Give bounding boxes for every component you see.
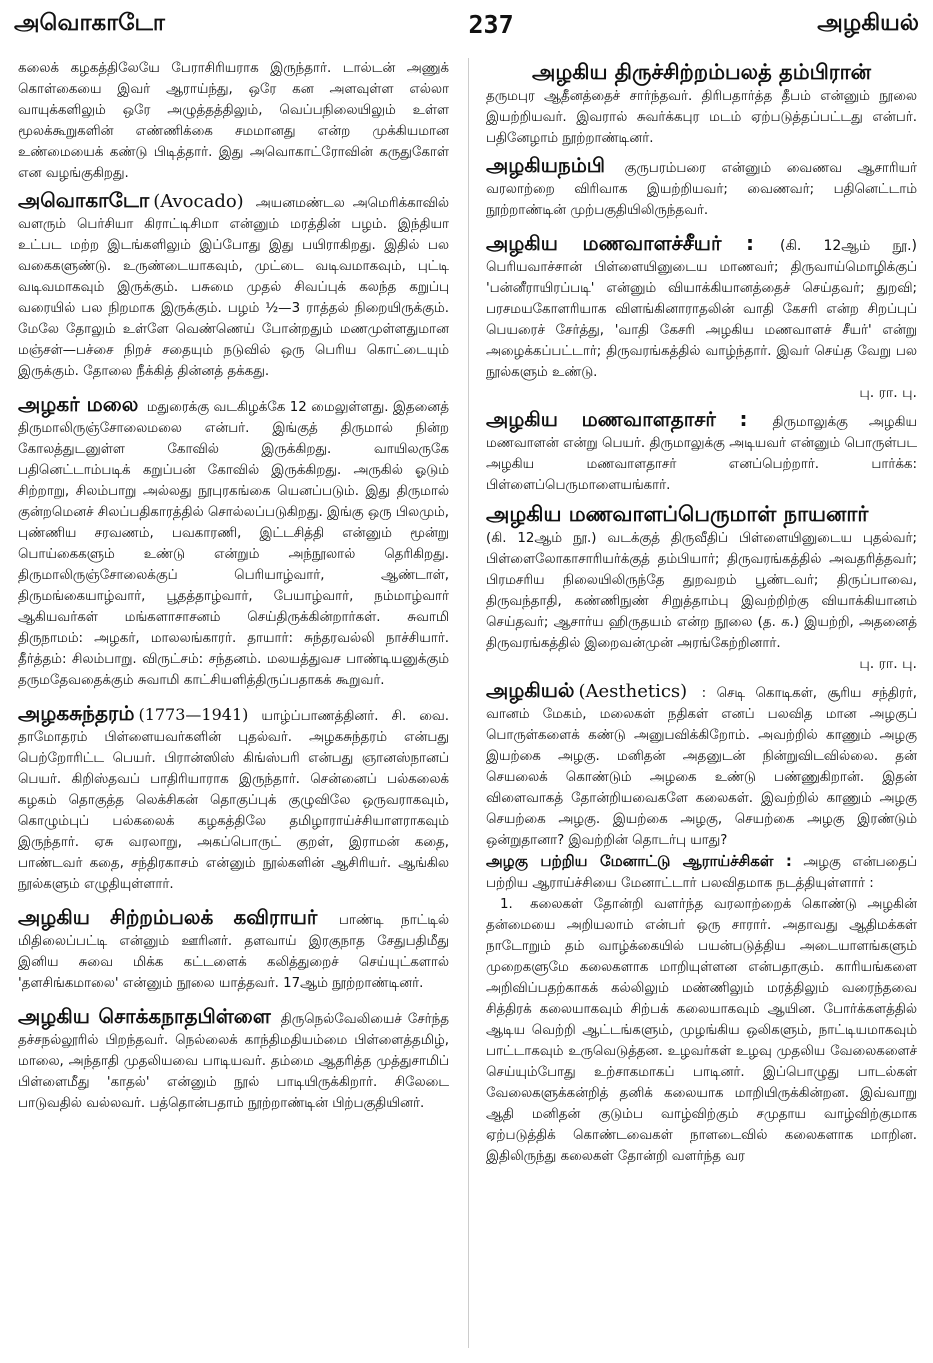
right-column: [486, 58, 917, 1348]
entry-thambiran: [486, 58, 917, 149]
entry-text: குருபரம்பரை என்னும் வைணவ ஆசாரியர் வரலாற்றை விரிவாக இயற்றியவர்; வைணவர்; பதினெட்டாம் நூற்றாண்டின் முற்பகுதியிலிருந்தவர்.: [486, 161, 917, 218]
section-text: அழகு என்பதைப் பற்றிய ஆராய்ச்சியை மேனாட்டார் பலவிதமாக நடத்தியுள்ளார் :: [486, 855, 917, 891]
entry-sitrambala-kavirayar: [18, 905, 449, 994]
entry-text: யாழ்ப்பாணத்தினர். சி. வை. தாமோதரம் பிள்ளையவர்களின் புதல்வர். அழகசுந்தரம் என்பது பெற்றோரிட்ட பெயர். பிரான்ஸிஸ் கிங்ஸ்பரி என்பது ஞானஸ்நானப் பெயர். கிறிஸ்தவப் பாதிரியாராக இருந்தார். சென்னைப் பல்கலைக் கழகம் தொகுத்த லெக்சிகன் தொகுப்புக் குழுவிலே ஒருவராகவும், கொழும்புப் பல்கலைக் கழகத்திலே தமிழாராய்ச்சியாளராகவும் இருந்தார். ஏசு வரலாறு, அகப்பொருட் குறள், இராமன் கதை, பாண்டவர் கதை, சந்திரகாசம் என்னும் நூல்களின் ஆசிரியர். ஆங்கில நூல்களும் எழுதியுள்ளார்.: [18, 709, 449, 892]
header-right-guide-word: அழகியல்: [817, 9, 919, 36]
entry-sokkanatha-pillai: [18, 1004, 449, 1114]
author-signature: பு. ரா. பு.: [859, 385, 917, 401]
entry-avocado: [18, 188, 449, 382]
entry-text: திருநெல்வேலியைச் சேர்ந்த தச்சநல்லூரில் பிறந்தவர். நெல்லைக் காந்திமதியம்மை பிள்ளைத்தமிழ், மாலை, அந்தாதி முதலியவை பாடியவர். தம்மை ஆதரித்த முத்துசாமிப் பிள்ளைமீது 'காதல்' என்னும் நூல் பாடியிருக்கிறார். சிலேடை பாடுவதில் வல்லவர். பத்தொன்பதாம் நூற்றாண்டின் பிற்பகுதியினர்.: [18, 1012, 449, 1111]
entry-heading: அழகிய மணவாளதாசர் :: [486, 407, 748, 431]
entry-heading: அழகிய மணவாளச்சீயர் :: [486, 231, 755, 255]
entry-text: பெரியவாச்சான் பிள்ளையினுடைய மாணவர்; திருவாய்மொழிக்குப் 'பன்னீராயிரப்படி' என்னும் வியாக்கியானத்தைச் செய்தவர்; துறவி; பரசமயகோளரியாக விளங்கினாராதலின் வாதி கேசரி என்ற சிறப்புப் பெயரைச் சேர்த்து, 'வாதி கேசரி அழகிய மணவாளச் சீயர்' என்று அழைக்கப்பட்டார்; திருவரங்கத்தில் வாழ்ந்தார். இவர் செய்த வேறு பல நூல்களும் உண்டு.: [486, 260, 917, 380]
column-gutter: [468, 58, 469, 1348]
entry-perumal-nayanar: [486, 500, 917, 674]
entry-manavaladasar: [486, 407, 917, 496]
left-column: [18, 58, 449, 1348]
entry-text: (கி. 12ஆம் நூ.) வடக்குத் திருவீதிப் பிள்ளையினுடைய புதல்வர்; பிள்ளைலோகாசாரியர்க்குத் தம்பியார்; திருவரங்கத்தில் அவதரித்தவர்; பிரமசரிய நிலையிலிருந்தே துறவறம் பூண்டவர்; திருப்பாவை, திருவந்தாதி, கண்ணிநுண் சிறுத்தாம்பு இவற்றிற்கு வியாக்கியானம் செய்தவர்; ஆசார்ய ஹிருதயம் என்ற நூலை (த. க.) இயற்றி, அதனைத் திருவரங்கத்தில் இறைவன்முன் அரங்கேற்றினார்.: [486, 531, 917, 651]
entry-heading: அழகிய சிற்றம்பலக் கவிராயர்: [18, 905, 318, 929]
entry-heading-latin: (Avocado): [153, 191, 244, 212]
entry-years: (1773—1941): [138, 705, 249, 724]
entry-azhagar-malai: [18, 392, 449, 691]
entry-text: பாண்டி நாட்டில் மிதிலைப்பட்டி என்னும் ஊரினர். தளவாய் இரகுநாத சேதுபதிமீது இனிய சுவை மிக்க கட்டளைக் கலித்துறைச் செய்யுட்களால் 'தளசிங்கமாலை' என்னும் நூலை யாத்தவர். 17ஆம் நூற்றாண்டினர்.: [18, 913, 449, 991]
entry-manavala-seeyar: [486, 231, 917, 403]
entry-azhagasundaram: [18, 701, 449, 895]
entry-text: அயனமண்டல அமெரிக்காவில் வளரும் பெர்சியா கிராட்டிசிமா என்னும் மரத்தின் பழம். இந்தியா உட்பட மற்ற இடங்களிலும் இப்போது இது பயிராகிறது. இதில் பல வகைகளுண்டு. உருண்டையாகவும், முட்டை வடிவமாகவும், புட்டி வடிவமாகவும் இருக்கும். பசுமை முதல் சிவப்புக் கலந்த கறுப்பு வரையில் பல நிறமாக இருக்கும். பழம் ½—3 ராத்தல் நிறையிருக்கும். மேலே தோலும் உள்ளே வெண்ணெய் போன்றதும் மணமுள்ளதுமான மஞ்சள்—பச்சை நிறச் சதையும் நடுவில் ஒரு பெரிய கொட்டையும் இருக்கும். தோலை நீக்கித் தின்னத் தக்கது.: [18, 196, 449, 379]
entry-text: திருமாலுக்கு அழகிய மணவாளன் என்று பெயர். திருமாலுக்கு அடியவர் என்னும் பொருள்பட அழகிய மணவாளதாசர் எனப்பெற்றார். பார்க்க: பிள்ளைப்பெருமாளையங்கார்.: [486, 415, 917, 493]
section-subheading: அழகு பற்றிய மேனாட்டு ஆராய்ச்சிகள் :: [486, 852, 792, 870]
entry-text: மதுரைக்கு வடகிழக்கே 12 மைலுள்ளது. இதனைத் திருமாலிருஞ்சோலைமலை என்பர். இங்குத் திருமால் நின்ற கோலத்துடனுள்ள கோவில் இருக்கிறது. வாயிலருகே பதினெட்டாம்படிக் கறுப்பன் கோவில் இருக்கிறது. அருகில் ஓடும் சிற்றாறு, சிலம்பாறு அல்லது நூபுரகங்கை யெனப்படும். இது திருமால் குன்றமெனச் சிலப்பதிகாரத்தில் சொல்லப்படுகிறது. இங்கு ஒரு பிலமும், புண்ணிய சரவணம், பவகாரணி, இட்டசித்தி என்னும் மூன்று பொய்கைகளும் உண்டு என்றும் அந்நூலால் தெரிகிறது. திருமாலிருஞ்சோலைக்குப் பெரியாழ்வார், ஆண்டாள், திருமங்கையாழ்வார், பூதத்தாழ்வார், பேயாழ்வார், நம்மாழ்வார் ஆகியவர்கள் மங்களாசாசனம் செய்திருக்கின்றார்கள். சுவாமி திருநாமம்: அழகர், மாலலங்காரர். தாயார்: சுந்தரவல்லி நாச்சியார். தீர்த்தம்: சிலம்பாறு. விருட்சம்: சந்தனம். மலயத்துவச பாண்டியனுக்கும் தருமதேவதைக்கும் சுவாமி காட்சியளித்திருப்பதாகக் கூறுவர்.: [18, 400, 449, 688]
entry-aesthetics: [486, 678, 917, 1167]
entry-heading: அழகியநம்பி: [486, 153, 606, 177]
list-number: 1.: [500, 897, 513, 912]
entry-text: தருமபுர ஆதீனத்தைச் சார்ந்தவர். திரிபதார்த்த தீபம் என்னும் நூலை இயற்றியவர். இவரால் சுவர்க்கபுர மடம் ஏற்படுத்தப்பட்டது என்பர். பதினேழாம் நூற்றாண்டினர்.: [486, 89, 917, 146]
entry-heading: அழகிய திருச்சிற்றம்பலத் தம்பிரான்: [532, 60, 871, 84]
header-left-guide-word: அவொகாடோ: [14, 9, 165, 36]
entry-heading: அழகிய சொக்கநாதபிள்ளை: [18, 1004, 271, 1028]
entry-heading: அவொகாடோ: [18, 188, 150, 212]
entry-heading: அழகியல்: [486, 678, 575, 702]
entry-heading: அழகர் மலை: [18, 392, 139, 416]
continued-entry-text: கலைக் கழகத்திலேயே பேராசிரியராக இருந்தார். டால்டன் அணுக் கொள்கையை இவர் ஆராய்ந்து, ஒரே கன அளவுள்ள எல்லா வாயுக்களிலும் ஒரே அழுத்தத்திலும், வெப்பநிலையிலும் உள்ள மூலக்கூறுகளின் எண்ணிக்கை சமமானது என்ற முக்கியமான உண்மையைக் கண்டு பிடித்தார். இது அவொகாட்ரோவின் கருதுகோள் என வழங்குகிறது.: [18, 61, 449, 181]
author-signature: பு. ரா. பு.: [859, 656, 917, 672]
page-number: 237: [468, 9, 514, 39]
entry-text: : செடி கொடிகள், சூரிய சந்திரர், வானம் மேகம், மலைகள் நதிகள் எனப் பலவித மான அழகுப் பொருள்களைக் கண்டு அனுபவிக்கிறோம். அவற்றில் காணும் அழகு இயற்கை அழகு. மனிதன் அதனுடன் நின்றுவிடவில்லை. தன் செயலைக் கொண்டும் அழகை உண்டு பண்ணுகிறான். இதன் விளைவாகத் தோன்றியவைகளே கலைகள். இவற்றில் காணும் அழகு செயற்கை அழகு. இயற்கை அழகு, செயற்கை அழகு இரண்டும் ஒன்றுதானா? இவற்றின் தொடர்பு யாது?: [486, 686, 917, 848]
entry-period: (கி. 12ஆம் நூ.): [779, 238, 917, 254]
entry-heading-latin: (Aesthetics): [578, 681, 688, 702]
entry-heading: அழகசுந்தரம்: [18, 701, 135, 725]
running-header: [14, 4, 919, 44]
entry-azhagiya-nambi: [486, 153, 917, 221]
list-item-text: கலைகள் தோன்றி வளர்ந்த வரலாற்றைக் கொண்டு அழகின் தன்மையை அறியலாம் என்பர் ஒரு சாரார். அதாவது ஆதிமக்கள் நாடோறும் தம் வாழ்க்கையில் பயன்படுத்திய அடையாளங்களும் முறைகளுமே கலைகளாக மாறியுள்ளன என்பதாகும். காரியங்களை அறிவிப்பதற்காகக் கல்லிலும் மண்ணிலும் மரத்திலும் வரைந்தவை சித்திரக் கலையாகவும் சிற்பக் கலையாகவும் ஆயின. போர்க்களத்தில் ஆடிய வெற்றி ஆட்டங்களும், முழங்கிய ஒலிகளும், நாட்டியமாகவும் பாட்டாகவும் உருவெடுத்தன. உழவர்கள் உழவு முதலிய வேலைகளைச் செய்யும்போது உற்சாகமாகப் பாடினர். இப்பொழுது பாடல்கள் வேலைகளுக்கன்றித் தனிக் கலையாக மாறியிருக்கின்றன. இவ்வாறு ஆதி மனிதன் குடும்ப வாழ்விற்கும் சமுதாய வாழ்விற்குமாக ஏற்படுத்திக் கொண்டவைகள் நாளடைவில் கலைகளாக மாறின. இதிலிருந்து கலைகள் தோன்றி வளர்ந்த வர: [486, 897, 917, 1164]
entry-heading: அழகிய மணவாளப்பெருமாள் நாயனார்: [486, 502, 869, 526]
